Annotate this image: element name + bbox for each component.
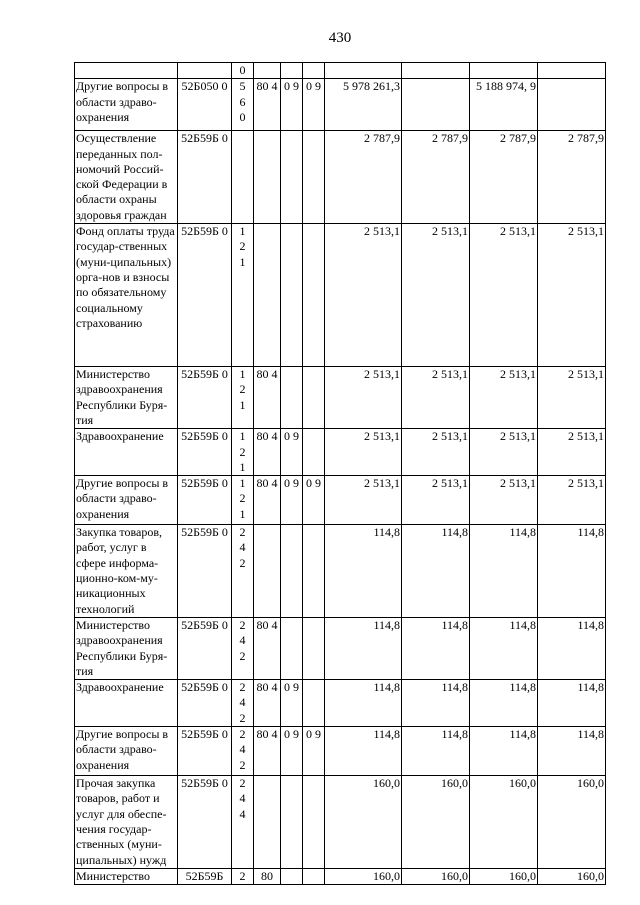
cell-code: 52Б59Б 0 [178, 429, 232, 476]
cell-code: 52Б59Б 0 [178, 367, 232, 429]
cell-vr: 1 2 1 [232, 476, 254, 525]
cell-v1: 2 513,1 [325, 224, 402, 367]
cell-grbs: 80 4 [254, 680, 281, 727]
cell-v2: 2 787,9 [402, 131, 470, 224]
table-row [75, 776, 606, 869]
cell-v1: 2 787,9 [325, 131, 402, 224]
cell-name: Другие вопросы в области здраво-охранения [75, 727, 178, 776]
cell-v2: 2 513,1 [402, 367, 470, 429]
cell-v1: 2 513,1 [325, 429, 402, 476]
cell-code: 52Б59Б 0 [178, 131, 232, 224]
cell-grbs: 80 4 [254, 429, 281, 476]
cell-v1 [325, 63, 402, 79]
cell-vr: 5 6 0 [232, 79, 254, 131]
cell-pr [303, 868, 325, 884]
cell-grbs: 80 [254, 868, 281, 884]
cell-code: 52Б59Б 0 [178, 476, 232, 525]
cell-v4: 114,8 [538, 617, 606, 679]
cell-grbs: 80 4 [254, 367, 281, 429]
cell-name: Министерство здравоохранения Республики Буря-тия [75, 617, 178, 679]
cell-v4: 2 513,1 [538, 224, 606, 367]
cell-v2: 160,0 [402, 776, 470, 869]
cell-code: 52Б59Б [178, 868, 232, 884]
cell-pr [303, 617, 325, 679]
cell-rz: 0 9 [281, 727, 303, 776]
cell-grbs [254, 63, 281, 79]
cell-code [178, 63, 232, 79]
cell-rz [281, 63, 303, 79]
cell-rz: 0 9 [281, 680, 303, 727]
cell-rz: 0 9 [281, 476, 303, 525]
cell-v1: 160,0 [325, 868, 402, 884]
cell-name: Здравоохранение [75, 680, 178, 727]
cell-name: Здравоохранение [75, 429, 178, 476]
cell-pr: 0 9 [303, 476, 325, 525]
cell-vr: 2 [232, 868, 254, 884]
cell-rz [281, 617, 303, 679]
cell-vr: 0 [232, 63, 254, 79]
table-row [75, 131, 606, 224]
table-row [75, 367, 606, 429]
cell-vr: 2 4 2 [232, 727, 254, 776]
cell-v2: 114,8 [402, 727, 470, 776]
table-row [75, 476, 606, 525]
cell-pr [303, 776, 325, 869]
cell-v3: 114,8 [470, 525, 538, 618]
cell-grbs [254, 131, 281, 224]
cell-v3: 114,8 [470, 727, 538, 776]
cell-v3: 2 513,1 [470, 429, 538, 476]
cell-v4: 114,8 [538, 525, 606, 618]
cell-v1: 114,8 [325, 727, 402, 776]
cell-v3: 2 513,1 [470, 224, 538, 367]
cell-v4: 160,0 [538, 776, 606, 869]
cell-rz: 0 9 [281, 79, 303, 131]
cell-v4 [538, 63, 606, 79]
table-row [75, 79, 606, 131]
cell-v3 [470, 63, 538, 79]
cell-v2: 2 513,1 [402, 224, 470, 367]
cell-v4: 114,8 [538, 727, 606, 776]
cell-v3: 2 513,1 [470, 476, 538, 525]
table-row [75, 63, 606, 79]
cell-v1: 2 513,1 [325, 367, 402, 429]
cell-rz [281, 525, 303, 618]
cell-vr: 2 4 4 [232, 776, 254, 869]
cell-v3: 160,0 [470, 868, 538, 884]
cell-name: Министерство [75, 868, 178, 884]
cell-v2: 114,8 [402, 525, 470, 618]
cell-rz [281, 776, 303, 869]
cell-pr [303, 367, 325, 429]
cell-v3: 160,0 [470, 776, 538, 869]
cell-rz [281, 868, 303, 884]
cell-name: Другие вопросы в области здраво-охранения [75, 476, 178, 525]
cell-grbs: 80 4 [254, 727, 281, 776]
cell-v1: 5 978 261,3 [325, 79, 402, 131]
cell-pr [303, 63, 325, 79]
cell-v3: 2 513,1 [470, 367, 538, 429]
cell-v2: 2 513,1 [402, 476, 470, 525]
cell-v1: 160,0 [325, 776, 402, 869]
cell-v2: 114,8 [402, 617, 470, 679]
cell-grbs: 80 4 [254, 617, 281, 679]
cell-name: Фонд оплаты труда государ-ственных (муни-ципальных) орга-нов и взносы по обязательному социальному страхованию [75, 224, 178, 367]
cell-code: 52Б050 0 [178, 79, 232, 131]
cell-v3: 5 188 974, 9 [470, 79, 538, 131]
cell-v2: 114,8 [402, 680, 470, 727]
cell-v2 [402, 79, 470, 131]
cell-code: 52Б59Б 0 [178, 776, 232, 869]
cell-vr: 1 2 1 [232, 367, 254, 429]
cell-v1: 114,8 [325, 617, 402, 679]
cell-name: Министерство здравоохранения Республики Буря-тия [75, 367, 178, 429]
cell-v2: 160,0 [402, 868, 470, 884]
cell-v4: 114,8 [538, 680, 606, 727]
cell-rz [281, 131, 303, 224]
cell-v4: 2 787,9 [538, 131, 606, 224]
budget-table [74, 62, 606, 885]
cell-pr [303, 131, 325, 224]
cell-v1: 2 513,1 [325, 476, 402, 525]
cell-vr: 2 4 2 [232, 525, 254, 618]
cell-grbs [254, 525, 281, 618]
cell-v2: 2 513,1 [402, 429, 470, 476]
cell-code: 52Б59Б 0 [178, 525, 232, 618]
table-row [75, 525, 606, 618]
table-row [75, 224, 606, 367]
cell-vr: 2 4 2 [232, 680, 254, 727]
cell-code: 52Б59Б 0 [178, 617, 232, 679]
cell-grbs [254, 776, 281, 869]
cell-vr: 1 2 1 [232, 429, 254, 476]
cell-v4 [538, 79, 606, 131]
cell-v1: 114,8 [325, 525, 402, 618]
cell-name [75, 63, 178, 79]
page-number: 430 [328, 30, 352, 46]
cell-v4: 2 513,1 [538, 476, 606, 525]
cell-vr [232, 131, 254, 224]
cell-name: Закупка товаров, работ, услуг в сфере информа-ционно-ком-му-никационных технологий [75, 525, 178, 618]
cell-pr [303, 224, 325, 367]
cell-pr [303, 429, 325, 476]
cell-v3: 114,8 [470, 617, 538, 679]
cell-pr [303, 525, 325, 618]
cell-v4: 160,0 [538, 868, 606, 884]
cell-name: Осуществление переданных пол-номочий Россий-ской Федерации в области охраны здоровья граждан [75, 131, 178, 224]
cell-vr: 1 2 1 [232, 224, 254, 367]
cell-code: 52Б59Б 0 [178, 727, 232, 776]
cell-v3: 2 787,9 [470, 131, 538, 224]
cell-pr: 0 9 [303, 727, 325, 776]
cell-v4: 2 513,1 [538, 429, 606, 476]
table-row [75, 868, 606, 884]
cell-name: Другие вопросы в области здраво-охранения [75, 79, 178, 131]
cell-v2 [402, 63, 470, 79]
cell-rz [281, 367, 303, 429]
budget-rows [75, 63, 606, 885]
cell-pr: 0 9 [303, 79, 325, 131]
table-row [75, 429, 606, 476]
cell-grbs [254, 224, 281, 367]
table-row [75, 680, 606, 727]
cell-grbs: 80 4 [254, 476, 281, 525]
cell-name: Прочая закупка товаров, работ и услуг для обеспе-чения государ-ственных (муни-ципальных) нужд [75, 776, 178, 869]
table-row [75, 617, 606, 679]
cell-grbs: 80 4 [254, 79, 281, 131]
cell-pr [303, 680, 325, 727]
cell-rz: 0 9 [281, 429, 303, 476]
cell-code: 52Б59Б 0 [178, 224, 232, 367]
cell-v4: 2 513,1 [538, 367, 606, 429]
cell-rz [281, 224, 303, 367]
cell-v3: 114,8 [470, 680, 538, 727]
cell-v1: 114,8 [325, 680, 402, 727]
cell-code: 52Б59Б 0 [178, 680, 232, 727]
table-row [75, 727, 606, 776]
cell-vr: 2 4 2 [232, 617, 254, 679]
